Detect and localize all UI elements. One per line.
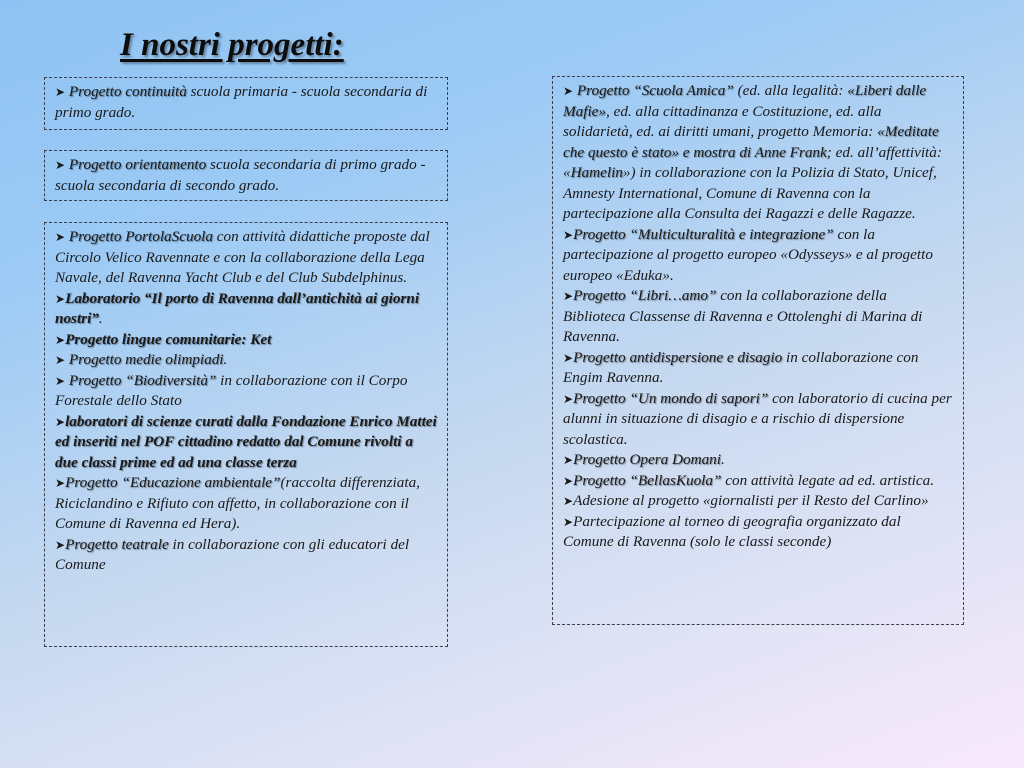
project-name: Progetto Opera Domani — [573, 451, 721, 468]
arrow-bullet-icon: ➤ — [563, 289, 574, 303]
project-description: Adesione al progetto «giornalisti per il Resto del Carlino» — [573, 492, 929, 509]
arrow-bullet-icon: ➤ — [563, 453, 574, 467]
project-name: laboratori di scienze curati dalla Fondazione Enrico Mattei ed inseriti nel POF cittadino redatto dal Comune rivolti a due classi prime ed ad una classe terza — [55, 412, 437, 471]
arrow-bullet-icon: ➤ — [563, 227, 574, 242]
project-name: Progetto teatrale — [65, 535, 169, 553]
project-description: (ed. alla legalità: — [733, 82, 848, 99]
arrow-bullet-icon: ➤ — [55, 230, 66, 244]
project-description: (raccolta differenziata, Riciclandino e Rifiuto con affetto, in collaborazione con il Comune di Ravenna ed Hera). — [55, 474, 420, 532]
project-item — [55, 82, 437, 123]
arrow-bullet-icon: ➤ — [55, 414, 66, 429]
project-box-orientamento — [44, 150, 448, 201]
arrow-bullet-icon: ➤ — [563, 350, 574, 365]
project-description: con attività legate ad ed. artistica. — [721, 471, 935, 489]
project-name: Progetto “Biodiversità” — [68, 371, 217, 389]
project-item — [563, 471, 953, 492]
project-description: , ed. alla cittadinanza e Costituzione, ed. alla solidarietà, ed. ai diritti umani, progetto Memoria: — [563, 102, 882, 140]
arrow-bullet-icon: ➤ — [563, 391, 574, 406]
project-name: Progetto “Scuola Amica” — [576, 82, 734, 99]
project-description: scuola secondaria di primo grado - scuola secondaria di secondo grado. — [55, 156, 426, 194]
project-description: con la collaborazione della Biblioteca Classense di Ravenna e Ottolenghi di Marina di Ravenna. — [563, 287, 923, 345]
arrow-bullet-icon: ➤ — [55, 476, 66, 490]
project-item — [563, 389, 953, 451]
arrow-bullet-icon: ➤ — [563, 514, 574, 529]
arrow-bullet-icon: ➤ — [55, 291, 66, 306]
arrow-bullet-icon: ➤ — [563, 473, 574, 488]
project-name: Progetto PortolaScuola — [68, 228, 213, 245]
project-name: Progetto medie olimpiadi — [68, 351, 224, 368]
project-item — [563, 81, 953, 225]
project-item — [563, 348, 953, 389]
project-name: Progetto “Libri…amo” — [573, 287, 717, 304]
project-description: Partecipazione al torneo di geografia organizzato dal Comune di Ravenna (solo le classi seconde) — [563, 512, 901, 550]
project-description: con la partecipazione al progetto europeo «Odysseys» e al progetto europeo «Eduka». — [563, 225, 933, 284]
project-name: Progetto “Educazione ambientale” — [65, 474, 281, 491]
project-description: . — [721, 451, 725, 468]
arrow-bullet-icon: ➤ — [55, 537, 66, 552]
project-item — [55, 371, 437, 412]
project-item — [563, 225, 953, 287]
project-highlight: Hamelin — [570, 164, 623, 181]
arrow-bullet-icon: ➤ — [563, 494, 574, 508]
project-box-list-right — [552, 76, 964, 625]
project-name: Progetto “Un mondo di sapori” — [573, 389, 769, 407]
project-name: Progetto orientamento — [68, 156, 207, 173]
project-highlight: «Liberi dalle Mafie» — [563, 82, 927, 120]
project-item — [55, 227, 437, 289]
project-description: ») in collaborazione con la Polizia di Stato, Unicef, Amnesty International, Comune di Ravenna con la partecipazione alla Consulta dei Ragazzi e delle Ragazze. — [563, 164, 937, 222]
project-description: con laboratorio di cucina per alunni in situazione di disagio e a rischio di dispersione scolastica. — [563, 389, 952, 448]
project-description: ; ed. all’affettività: « — [563, 143, 942, 181]
project-name: Progetto “BellasKuola” — [573, 471, 722, 489]
project-name: Laboratorio “Il porto di Ravenna dall’antichità ai giorni nostri” — [55, 289, 420, 327]
project-description: . — [98, 310, 103, 327]
project-box-list-left — [44, 222, 448, 647]
project-description: in collaborazione con gli educatori del Comune — [55, 535, 410, 573]
project-item — [55, 155, 437, 196]
project-description: con attività didattiche proposte dal Circolo Velico Ravennate e con la collaborazione della Lega Navale, del Ravenna Yacht Club e del Club Subdelphinus. — [55, 228, 430, 286]
project-name: Progetto antidispersione e disagio — [573, 348, 783, 366]
project-name: Progetto “Multiculturalità e integrazione” — [573, 225, 834, 243]
arrow-bullet-icon: ➤ — [563, 84, 574, 98]
slide-title: I nostri progetti: — [120, 27, 344, 63]
arrow-bullet-icon: ➤ — [55, 353, 66, 367]
project-item — [55, 412, 437, 474]
project-item — [55, 473, 437, 535]
project-description: . — [223, 351, 228, 368]
project-item — [55, 330, 437, 351]
project-description: in collaborazione con il Corpo Forestale dello Stato — [55, 371, 408, 409]
arrow-bullet-icon: ➤ — [55, 332, 66, 347]
project-item — [563, 286, 953, 348]
arrow-bullet-icon: ➤ — [55, 85, 66, 99]
project-item — [563, 491, 953, 512]
project-description: scuola primaria - scuola secondaria di primo grado. — [55, 83, 428, 121]
arrow-bullet-icon: ➤ — [55, 158, 66, 172]
project-highlight: «Meditate che questo è stato» e mostra di Anne Frank — [563, 123, 939, 161]
project-name: Progetto continuità — [68, 83, 187, 100]
project-name: Progetto lingue comunitarie: Ket — [65, 330, 272, 348]
project-description: in collaborazione con Engim Ravenna. — [563, 348, 919, 386]
project-item — [563, 450, 953, 471]
arrow-bullet-icon: ➤ — [55, 373, 66, 388]
project-box-continuita — [44, 77, 448, 130]
project-item — [563, 512, 953, 553]
project-item — [55, 289, 437, 330]
project-item — [55, 535, 437, 576]
project-item — [55, 350, 437, 371]
